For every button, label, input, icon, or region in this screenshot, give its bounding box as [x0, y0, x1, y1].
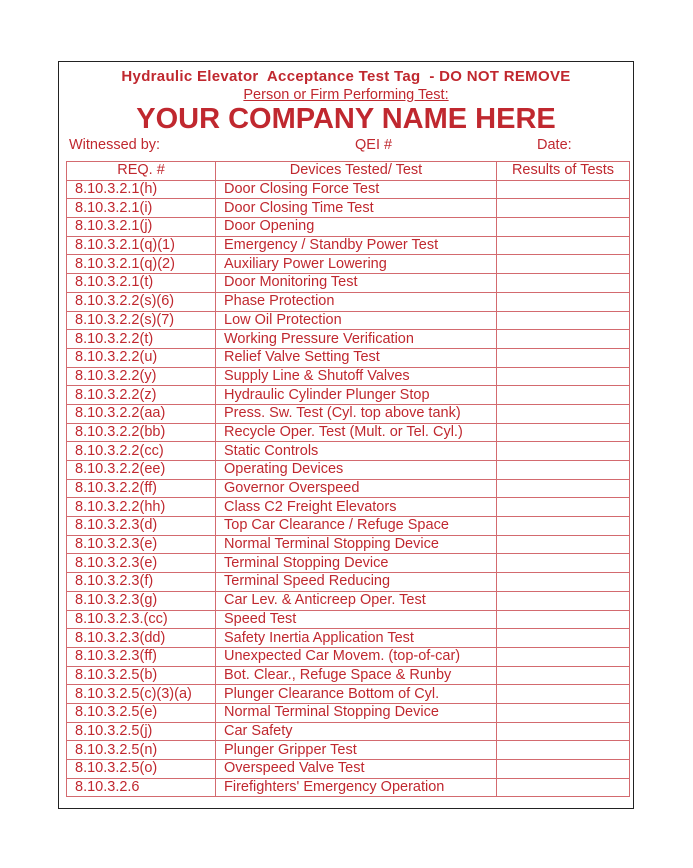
- device-test: Safety Inertia Application Test: [216, 629, 497, 648]
- header-req: REQ. #: [67, 162, 216, 181]
- header-devices: Devices Tested/ Test: [216, 162, 497, 181]
- req-number: 8.10.3.2.3.(cc): [67, 610, 216, 629]
- result-cell: [497, 330, 630, 349]
- result-cell: [497, 255, 630, 274]
- device-test: Bot. Clear., Refuge Space & Runby: [216, 666, 497, 685]
- table-header-row: [67, 162, 630, 181]
- req-number: 8.10.3.2.2(y): [67, 367, 216, 386]
- req-number: 8.10.3.2.3(f): [67, 573, 216, 592]
- tag-title: Hydraulic Elevator Acceptance Test Tag - DO NOT REMOVE: [121, 68, 571, 85]
- req-number: 8.10.3.2.2(s)(7): [67, 311, 216, 330]
- req-number: 8.10.3.2.1(q)(2): [67, 255, 216, 274]
- table-row: [67, 517, 630, 536]
- table-row: [67, 218, 630, 237]
- req-number: 8.10.3.2.1(j): [67, 218, 216, 237]
- result-cell: [497, 703, 630, 722]
- device-test: Door Closing Force Test: [216, 180, 497, 199]
- table-row: [67, 760, 630, 779]
- req-number: 8.10.3.2.5(j): [67, 722, 216, 741]
- result-cell: [497, 348, 630, 367]
- device-test: Plunger Clearance Bottom of Cyl.: [216, 685, 497, 704]
- date-label: Date:: [537, 137, 572, 153]
- device-test: Normal Terminal Stopping Device: [216, 703, 497, 722]
- table-row: [67, 629, 630, 648]
- result-cell: [497, 741, 630, 760]
- req-number: 8.10.3.2.2(t): [67, 330, 216, 349]
- req-number: 8.10.3.2.5(n): [67, 741, 216, 760]
- table-row: [67, 647, 630, 666]
- table-row: [67, 311, 630, 330]
- result-cell: [497, 404, 630, 423]
- result-cell: [497, 517, 630, 536]
- table-row: [67, 404, 630, 423]
- table-row: [67, 741, 630, 760]
- device-test: Firefighters' Emergency Operation: [216, 778, 497, 797]
- req-number: 8.10.3.2.2(aa): [67, 404, 216, 423]
- req-number: 8.10.3.2.3(ff): [67, 647, 216, 666]
- req-number: 8.10.3.2.2(u): [67, 348, 216, 367]
- device-test: Press. Sw. Test (Cyl. top above tank): [216, 404, 497, 423]
- table-row: [67, 255, 630, 274]
- req-number: 8.10.3.2.2(ee): [67, 461, 216, 480]
- device-test: Overspeed Valve Test: [216, 760, 497, 779]
- req-number: 8.10.3.2.2(z): [67, 386, 216, 405]
- device-test: Governor Overspeed: [216, 479, 497, 498]
- result-cell: [497, 722, 630, 741]
- table-row: [67, 461, 630, 480]
- result-cell: [497, 498, 630, 517]
- table-row: [67, 442, 630, 461]
- device-test: Supply Line & Shutoff Valves: [216, 367, 497, 386]
- result-cell: [497, 442, 630, 461]
- table-row: [67, 703, 630, 722]
- result-cell: [497, 610, 630, 629]
- table-row: [67, 292, 630, 311]
- acceptance-test-tag: [58, 61, 634, 809]
- table-row: [67, 666, 630, 685]
- device-test: Car Safety: [216, 722, 497, 741]
- table-row: [67, 236, 630, 255]
- result-cell: [497, 292, 630, 311]
- table-row: [67, 479, 630, 498]
- device-test: Low Oil Protection: [216, 311, 497, 330]
- result-cell: [497, 778, 630, 797]
- table-row: [67, 367, 630, 386]
- table-row: [67, 591, 630, 610]
- result-cell: [497, 311, 630, 330]
- req-number: 8.10.3.2.2(cc): [67, 442, 216, 461]
- device-test: Phase Protection: [216, 292, 497, 311]
- req-number: 8.10.3.2.5(e): [67, 703, 216, 722]
- result-cell: [497, 647, 630, 666]
- result-cell: [497, 666, 630, 685]
- device-test: Door Closing Time Test: [216, 199, 497, 218]
- result-cell: [497, 760, 630, 779]
- req-number: 8.10.3.2.2(s)(6): [67, 292, 216, 311]
- qei-label: QEI #: [355, 137, 393, 153]
- device-test: Unexpected Car Movem. (top-of-car): [216, 647, 497, 666]
- table-row: [67, 573, 630, 592]
- result-cell: [497, 218, 630, 237]
- result-cell: [497, 573, 630, 592]
- device-test: Relief Valve Setting Test: [216, 348, 497, 367]
- device-test: Plunger Gripper Test: [216, 741, 497, 760]
- device-test: Speed Test: [216, 610, 497, 629]
- device-test: Hydraulic Cylinder Plunger Stop: [216, 386, 497, 405]
- table-row: [67, 610, 630, 629]
- table-row: [67, 554, 630, 573]
- req-number: 8.10.3.2.3(dd): [67, 629, 216, 648]
- table-row: [67, 685, 630, 704]
- req-number: 8.10.3.2.3(g): [67, 591, 216, 610]
- req-number: 8.10.3.2.3(d): [67, 517, 216, 536]
- result-cell: [497, 685, 630, 704]
- req-number: 8.10.3.2.1(q)(1): [67, 236, 216, 255]
- device-test: Class C2 Freight Elevators: [216, 498, 497, 517]
- req-number: 8.10.3.2.1(h): [67, 180, 216, 199]
- device-test: Top Car Clearance / Refuge Space: [216, 517, 497, 536]
- device-test: Door Opening: [216, 218, 497, 237]
- device-test: Car Lev. & Anticreep Oper. Test: [216, 591, 497, 610]
- table-row: [67, 423, 630, 442]
- req-number: 8.10.3.2.3(e): [67, 554, 216, 573]
- result-cell: [497, 535, 630, 554]
- req-number: 8.10.3.2.6: [67, 778, 216, 797]
- test-table: [66, 161, 630, 797]
- req-number: 8.10.3.2.1(t): [67, 274, 216, 293]
- header-results: Results of Tests: [497, 162, 630, 181]
- result-cell: [497, 591, 630, 610]
- device-test: Working Pressure Verification: [216, 330, 497, 349]
- result-cell: [497, 629, 630, 648]
- req-number: 8.10.3.2.2(hh): [67, 498, 216, 517]
- device-test: Recycle Oper. Test (Mult. or Tel. Cyl.): [216, 423, 497, 442]
- result-cell: [497, 367, 630, 386]
- witnessed-by-label: Witnessed by:: [69, 137, 161, 153]
- result-cell: [497, 554, 630, 573]
- result-cell: [497, 423, 630, 442]
- device-test: Static Controls: [216, 442, 497, 461]
- table-row: [67, 386, 630, 405]
- performer-label: Person or Firm Performing Test:: [243, 87, 449, 103]
- device-test: Terminal Speed Reducing: [216, 573, 497, 592]
- req-number: 8.10.3.2.2(bb): [67, 423, 216, 442]
- table-row: [67, 778, 630, 797]
- table-row: [67, 199, 630, 218]
- table-row: [67, 722, 630, 741]
- table-row: [67, 535, 630, 554]
- company-name: YOUR COMPANY NAME HERE: [136, 103, 556, 135]
- table-row: [67, 330, 630, 349]
- table-row: [67, 348, 630, 367]
- result-cell: [497, 461, 630, 480]
- req-number: 8.10.3.2.5(b): [67, 666, 216, 685]
- result-cell: [497, 236, 630, 255]
- req-number: 8.10.3.2.5(c)(3)(a): [67, 685, 216, 704]
- req-number: 8.10.3.2.5(o): [67, 760, 216, 779]
- table-row: [67, 498, 630, 517]
- device-test: Terminal Stopping Device: [216, 554, 497, 573]
- req-number: 8.10.3.2.1(i): [67, 199, 216, 218]
- result-cell: [497, 274, 630, 293]
- table-body: [67, 180, 630, 797]
- req-number: 8.10.3.2.3(e): [67, 535, 216, 554]
- result-cell: [497, 386, 630, 405]
- result-cell: [497, 479, 630, 498]
- device-test: Auxiliary Power Lowering: [216, 255, 497, 274]
- table-row: [67, 180, 630, 199]
- device-test: Operating Devices: [216, 461, 497, 480]
- device-test: Door Monitoring Test: [216, 274, 497, 293]
- table-row: [67, 274, 630, 293]
- result-cell: [497, 199, 630, 218]
- device-test: Emergency / Standby Power Test: [216, 236, 497, 255]
- req-number: 8.10.3.2.2(ff): [67, 479, 216, 498]
- result-cell: [497, 180, 630, 199]
- device-test: Normal Terminal Stopping Device: [216, 535, 497, 554]
- tag-subtitle: [59, 87, 633, 103]
